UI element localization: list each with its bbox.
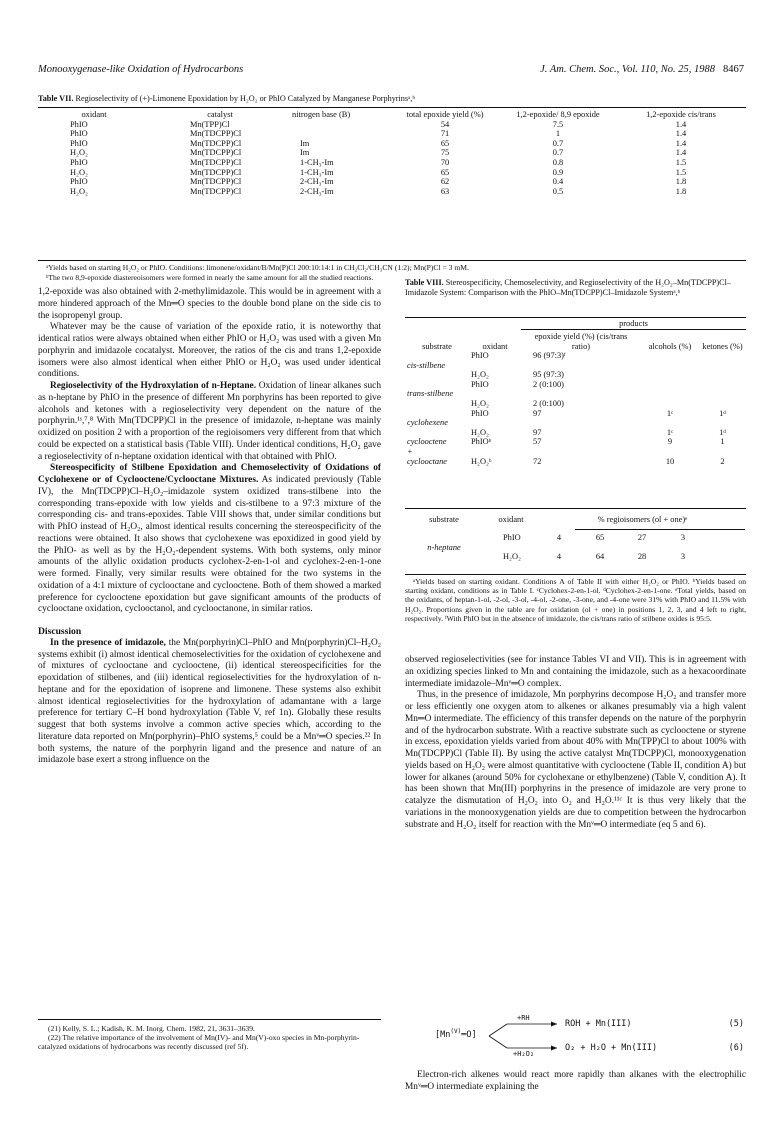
eq-bot-reagent: +H₂O₂ bbox=[513, 1050, 535, 1058]
eq-oxo: ═O] bbox=[461, 1029, 477, 1040]
table7-row-cell: PhIO bbox=[70, 129, 88, 139]
table8-row bbox=[405, 409, 746, 419]
left-paragraph-2: Whatever may be the cause of variation of the epoxide ratio, it is noteworthy that identical ratios were always obtained when either PhIO or H₂O₂ was used with a given Mn porphyrin and imidazole cocatalyst. Moreover, the ratios of the cis and trans 1,2-epoxide isomers were also almost identical when either PhIO or H₂O₂ was used under identical conditions. bbox=[38, 322, 381, 380]
stilbene-heading: Stereospecificity of Stilbene Epoxidation and Chemoselectivity of Oxidations of Cyclohexene or of Cyclooctene/Cyclooctane Mixtures. bbox=[38, 463, 381, 485]
table7-row-cell: PhIO bbox=[70, 157, 88, 167]
table8-row-cell bbox=[405, 409, 469, 419]
table7-row-cell: 65 bbox=[440, 138, 450, 148]
table8-bottom-rule bbox=[405, 574, 746, 575]
table7-row-cell: 0.7 bbox=[552, 148, 564, 158]
table7-row-cell: 62 bbox=[440, 177, 450, 187]
table8-regio-row-cell: H₂O₂ bbox=[503, 552, 521, 562]
table8-row bbox=[405, 351, 746, 361]
table8-row-cell bbox=[469, 447, 521, 457]
right-paragraph-3: Electron-rich alkenes would react more rapidly than alkanes with the electrophilic Mnᵛ═O intermediate explaining the bbox=[405, 1070, 746, 1092]
table7-row-cell: 1-CH₃-Im bbox=[300, 167, 334, 177]
references bbox=[38, 1024, 381, 1052]
left-column bbox=[38, 287, 381, 767]
table7-label: Table VII. bbox=[38, 94, 74, 103]
table8-row-cell bbox=[641, 361, 699, 371]
eq-oxidation-state: (V) bbox=[450, 1028, 462, 1035]
table8-row-cell: PhIOᵇ bbox=[471, 437, 492, 447]
t8r-col-regioisomers: % regioisomers (ol + one)ᵉ bbox=[597, 515, 688, 525]
table7-row-cell: 1.8 bbox=[675, 177, 687, 187]
table8-row-cell bbox=[699, 447, 746, 457]
table8-row-cell: cyclohexene bbox=[407, 418, 448, 428]
table8-row bbox=[405, 447, 746, 457]
table8-row-cell: + bbox=[407, 447, 413, 457]
table8-row-cell: 1ᶜ bbox=[666, 408, 674, 418]
table8-row-cell bbox=[469, 418, 521, 428]
table8-row-cell bbox=[405, 351, 469, 361]
right-column bbox=[405, 655, 746, 831]
eq5-products: ROH + Mn(III) bbox=[565, 1019, 632, 1029]
table7-row-cell: 1.8 bbox=[675, 186, 687, 196]
journal-citation bbox=[540, 64, 744, 75]
table8-row-cell: 1ᵈ bbox=[719, 427, 726, 437]
table8-row bbox=[405, 428, 746, 438]
table8-regio-row-cell bbox=[483, 543, 539, 553]
table8-regio-row bbox=[405, 543, 746, 553]
table8-regio-row-cell: 64 bbox=[595, 552, 605, 562]
table8-top-rule bbox=[405, 317, 746, 318]
table7-row-cell: 71 bbox=[440, 129, 450, 139]
t7-col-catalyst: catalyst bbox=[207, 110, 233, 119]
regio-header-rule bbox=[575, 529, 745, 530]
table8-row bbox=[405, 418, 746, 428]
eq5-number: (5) bbox=[728, 1019, 744, 1029]
table7-row-cell: 1.5 bbox=[675, 157, 687, 167]
table8-row-cell: PhIO bbox=[471, 351, 489, 361]
table8-row-cell bbox=[699, 399, 746, 409]
table8-caption-text: Stereospecificity, Chemoselectivity, and Regioselectivity of the H₂O₂–Mn(TDCPP)Cl–Imidazole System: Comparison with the PhIO–Mn(TDCPP)Cl–Imidazole Systemᵃ,ᵇ bbox=[405, 278, 731, 297]
t7-col-cistrans: 1,2-epoxide cis/trans bbox=[646, 110, 716, 119]
table8-row-cell: 1ᵈ bbox=[719, 408, 726, 418]
table7-row-cell: 63 bbox=[440, 186, 450, 196]
table8-row-cell bbox=[521, 418, 641, 428]
table8-row-cell bbox=[521, 361, 641, 371]
imidazole-lead: In the presence of imidazole, bbox=[50, 637, 166, 648]
table8-row bbox=[405, 399, 746, 409]
table8-regio-row-cell: 3 bbox=[680, 533, 686, 542]
discussion-paragraph bbox=[38, 638, 381, 767]
table8-regio-row-cell: 28 bbox=[637, 552, 647, 562]
table8-row-cell bbox=[641, 380, 699, 390]
table7-row bbox=[38, 139, 746, 149]
table7-row bbox=[38, 168, 746, 178]
table7-row-cell: 2-CH₃-Im bbox=[300, 186, 334, 196]
table7-row bbox=[38, 148, 746, 158]
table7-row-cell: Mn(TDCPP)Cl bbox=[190, 138, 242, 148]
table8-regio-row-cell bbox=[539, 543, 579, 553]
journal-ref: J. Am. Chem. Soc., Vol. 110, No. 25, 1988 bbox=[540, 64, 715, 75]
table7-row-cell: 1-CH₃-Im bbox=[300, 157, 334, 167]
table7-row-cell: PhIO bbox=[70, 119, 88, 129]
table8-row-cell: H₂O₂ bbox=[471, 399, 489, 409]
discussion-heading: Discussion bbox=[38, 626, 82, 637]
table8-row-cell bbox=[699, 361, 746, 371]
table7-top-rule bbox=[38, 107, 746, 108]
table8-row bbox=[405, 389, 746, 399]
left-paragraph-3 bbox=[38, 381, 381, 463]
table7-row bbox=[38, 120, 746, 130]
eq-mn: [Mn bbox=[435, 1029, 451, 1040]
table7-row-cell: 0.8 bbox=[552, 157, 564, 167]
table8-regio-row-cell: n-heptane bbox=[427, 542, 461, 552]
table8-regio-row bbox=[405, 552, 746, 562]
table8-regio-row-cell bbox=[663, 543, 703, 553]
table7-row-cell: PhIO bbox=[70, 138, 88, 148]
t7-col-base: nitrogen base (B) bbox=[292, 110, 351, 119]
table7-header bbox=[38, 110, 746, 120]
table7-row-cell: 2-CH₃-Im bbox=[300, 177, 334, 187]
table8-row-cell bbox=[699, 389, 746, 399]
table8-row-cell bbox=[641, 389, 699, 399]
table8-regio-row-cell bbox=[405, 552, 483, 562]
table7-body bbox=[38, 120, 746, 197]
table8-mid-rule bbox=[405, 508, 746, 509]
t8-col-ketones: ketones (%) bbox=[702, 341, 743, 351]
eq-top-reagent: +RH bbox=[517, 1014, 530, 1022]
table8-header bbox=[405, 319, 746, 351]
right-column-end bbox=[405, 1070, 746, 1094]
table8-row-cell bbox=[521, 389, 641, 399]
table7-bottom-rule bbox=[38, 260, 746, 261]
table8-row-cell: PhIO bbox=[471, 408, 489, 418]
table7-caption-text: Regioselectivity of (+)-Limonene Epoxidation by H₂O₂ or PhIO Catalyzed by Manganese Porphyrinsᵃ,ᵇ bbox=[75, 94, 415, 103]
table7-row-cell: H₂O₂ bbox=[70, 148, 88, 158]
table8-regio-body bbox=[405, 533, 746, 562]
table8-row-cell bbox=[405, 428, 469, 438]
table7-row-cell: Mn(TDCPP)Cl bbox=[190, 186, 242, 196]
table8-row-cell bbox=[641, 399, 699, 409]
table7-row bbox=[38, 187, 746, 197]
table7-row-cell: Mn(TDCPP)Cl bbox=[190, 157, 242, 167]
table8-row-cell bbox=[699, 380, 746, 390]
table7-row-cell: Im bbox=[300, 138, 310, 148]
table7-row-cell: 1.5 bbox=[675, 167, 687, 177]
table7-row-cell: PhIO bbox=[70, 177, 88, 187]
t8-col-oxidant: oxidant bbox=[482, 341, 508, 351]
eq6-products: O₂ + H₂O + Mn(III) bbox=[565, 1043, 658, 1053]
table8-row-cell bbox=[405, 370, 469, 380]
table7-row-cell: 0.5 bbox=[552, 186, 564, 196]
table7-row-cell: 54 bbox=[440, 119, 450, 129]
t7-col-ratio: 1,2-epoxide/ 8,9 epoxide bbox=[516, 110, 600, 119]
table8-regio-row-cell bbox=[579, 543, 621, 553]
table7-row-cell: 1.4 bbox=[675, 119, 687, 129]
mnv-oxo-species bbox=[435, 1028, 477, 1040]
table8-row-cell: 1 bbox=[720, 437, 725, 447]
table8-row-cell: cyclooctane bbox=[407, 456, 447, 466]
t8-col-alcohols: alcohols (%) bbox=[648, 341, 692, 351]
table7-row-cell: H₂O₂ bbox=[70, 167, 88, 177]
table7-row-cell bbox=[290, 120, 390, 130]
table8-row-cell: 1ᶜ bbox=[666, 427, 674, 437]
t8r-col-substrate: substrate bbox=[429, 515, 459, 525]
table7-row-cell: Im bbox=[300, 148, 310, 158]
table8-label: Table VIII. bbox=[405, 278, 444, 287]
left-paragraph-4 bbox=[38, 463, 381, 616]
table8-row-cell bbox=[469, 361, 521, 371]
table8-row-cell: 9 bbox=[667, 437, 673, 447]
reference-22: (22) The relative importance of the involvement of Mn(IV)- and Mn(V)-oxo species in Mn-porphyrin-catalyzed oxidations of hydrocarbons was recently discussed (ref 5f). bbox=[38, 1033, 360, 1052]
discussion-text: the Mn(porphyrin)Cl–PhIO and Mn(porphyrin)Cl–H₂O₂ systems exhibit (i) almost identical chemoselectivities for the oxidation of cyclohexene and of mixtures of cyclooctane and cyclooctene, (ii) identical stereospecificities for the epoxidation of stilbenes, and (iii) identical regioselectivities for the hydroxylation of n-heptane and for the epoxidation of isoprene and limonene. These systems also exhibit almost identical regioselectivities for the hydroxylation of adamantane with a large preference for tertiary C–H bond hydroxylation (Table V, ref 1n). Globally these results suggest that both systems involve a common active species which, according to the literature data reported on Mn(porphyrin)–PhIO systems,⁵ could be a Mnᵛ═O species.²² In both systems, the nature of the porphyrin ligand and the presence and nature of an imidazole base exert a strong influence on the bbox=[38, 637, 381, 766]
table7-row-cell: 1.4 bbox=[675, 138, 687, 148]
table8-row bbox=[405, 370, 746, 380]
t8-products-header: products bbox=[521, 319, 746, 329]
table7-caption bbox=[38, 94, 746, 104]
table8-row-cell: 97 bbox=[533, 427, 542, 437]
t8r-col-oxidant: oxidant bbox=[498, 515, 524, 525]
heptane-heading: Regioselectivity of the Hydroxylation of n-Heptane. bbox=[50, 381, 257, 391]
t7-col-yield: total epoxide yield (%) bbox=[406, 110, 484, 119]
table7-row-cell: Mn(TDCPP)Cl bbox=[190, 177, 242, 187]
table8-regio-row-cell: 4 bbox=[556, 533, 562, 542]
table7-row-cell: Mn(TDCPP)Cl bbox=[190, 129, 242, 139]
table8-row-cell bbox=[641, 447, 699, 457]
table8-regio-row-cell bbox=[405, 533, 483, 543]
table8-footnote: ᵃYields based on starting oxidant. Conditions A of Table II with either H₂O₂ or PhIO. ᵇYields based on starting oxidant, conditions as in Table I. ᶜCyclohex-2-en-1-ol. ᵈCyclohex-2-en-1-one. ᵉTotal yields, based on the oxidants, of heptan-1-ol, -2-ol, -3-ol, -4-ol, -2-one, -3-one, and -4-one were 31% with PhIO and 11.5% with H₂O₂. Proportions given in the table are for oxidation (ol + one) in positions 1, 2, 3, and 4 left to right, respectively. ᶠWith PhIO but in the absence of imidazole, the cis/trans ratio of stilbene oxides is 95:5. bbox=[405, 577, 746, 623]
table8-row-cell bbox=[641, 370, 699, 380]
running-title: Monooxygenase-like Oxidation of Hydrocarbons bbox=[38, 64, 244, 75]
table8-row bbox=[405, 361, 746, 371]
table7-row-cell: 1 bbox=[555, 129, 561, 139]
table8-row-cell bbox=[699, 351, 746, 361]
table7-footnote-a: ᵃYields based on starting H₂O₂ or PhIO. Conditions: limonene/oxidant/B/Mn(P)Cl 200:10:14:1 in CH₂Cl₂/CH₃CN (1:2); Mn(P)Cl = 3 mM. bbox=[46, 263, 469, 272]
table8-regio-row bbox=[405, 533, 746, 543]
heptane-text: Oxidation of linear alkanes such as n-heptane by PhIO in the presence of different Mn porphyrins has been reported to give alcohols and ketones with a regioselectivity very dependent on the nature of the porphyrin.¹ˢ,⁷,⁸ With Mn(TDCPP)Cl in the presence of imidazole, n-heptane was mainly oxidized on position 2 with a proportion of the regioisomers very different from that which could be expected on a statistical basis (Table VIII). Under identical conditions, H₂O₂ gave a regioselectivity of n-heptane oxidation identical with that obtained with PhIO. bbox=[38, 381, 381, 462]
table8-row-cell bbox=[641, 418, 699, 428]
table8-body bbox=[405, 351, 746, 466]
table7-row-cell: 7.5 bbox=[552, 119, 564, 129]
table8-row-cell bbox=[699, 370, 746, 380]
table8-row-cell bbox=[521, 447, 641, 457]
table8-row-cell: trans-stilbene bbox=[407, 389, 454, 399]
t8-col-substrate: substrate bbox=[422, 341, 452, 351]
table8-row-cell: 97 bbox=[533, 408, 542, 418]
table8-row-cell bbox=[641, 351, 699, 361]
table7-row bbox=[38, 129, 746, 139]
table8-regio-row-cell: PhIO bbox=[503, 533, 521, 542]
table8-row-cell: 2 (0:100) bbox=[533, 399, 564, 409]
t8-col-epoxide: epoxide yield (%) (cis/trans ratio) bbox=[534, 331, 628, 351]
table8-row-cell bbox=[405, 380, 469, 390]
table8 bbox=[405, 319, 746, 466]
table7 bbox=[38, 110, 746, 196]
table8-regio-row-cell: 65 bbox=[595, 533, 605, 542]
table8-row-cell: 72 bbox=[533, 456, 542, 466]
left-paragraph-1: 1,2-epoxide was also obtained with 2-methylimidazole. This would be in agreement with a more hindered approach of the Mn═O species to the double bond plane on the side cis to the isopropenyl group. bbox=[38, 287, 381, 321]
table7-row-cell bbox=[290, 129, 390, 139]
table7-row-cell: 0.7 bbox=[552, 138, 564, 148]
stilbene-text: As indicated previously (Table IV), the Mn(TDCPP)Cl–H₂O₂–imidazole system oxidized trans-stilbene into the corresponding trans-epoxide with low yields and cis-stilbene to a 97:3 mixture of the corresponding cis- and trans-epoxides. Table VIII shows that, under similar conditions but with PhIO instead of H₂O₂, almost identical results concerning the stereospecificity of the reactions were obtained. It also shows that cyclohexene was epoxidized in good yield by the PhIO- as well as by the H₂O₂-dependent systems. With both systems, only minor amounts of the allylic oxidation products cyclohex-2-en-1-ol and cyclohex-2-en-1-one were formed. Finally, very similar results were obtained for the two systems in the oxidation of a 4:1 mixture of cyclooctane and cyclooctene. Both of them showed a marked preference for cyclooctene epoxidation but gave significant amounts of the products of cyclooctane oxidation, cyclooctanol, and cyclooctanone, in similar ratios. bbox=[38, 475, 382, 615]
table7-row bbox=[38, 158, 746, 168]
table8-regio-header bbox=[405, 511, 746, 525]
table8-row-cell: H₂O₂ᵇ bbox=[471, 456, 492, 466]
table8-row bbox=[405, 437, 746, 447]
page-number: 8467 bbox=[723, 64, 744, 75]
right-paragraph-2: Thus, in the presence of imidazole, Mn porphyrins decompose H₂O₂ and transfer more or less efficiently one oxygen atom to alkenes or alkanes presumably via a high valent Mn═O intermediate. The efficiency of this transfer depends on the nature of the porphyrin and of the hydrocarbon substrate. With a reactive substrate such as cyclooctene or styrene in excess, epoxidation yields varied from about 40% with Mn(TPP)Cl to about 100% with Mn(TDCPP)Cl (Table II). By using the active catalyst Mn(TDCPP)Cl, monooxygenation yields based on H₂O₂ were almost quantitative with cyclooctene (Table II, condition A) but lower for alkanes (around 50% for cyclohexane or ethylbenzene) (Table V, condition A). It has been shown that Mn(III) porphyrins in the presence of imidazole are very prone to catalyze the dismutation of H₂O₂ into O₂ and H₂O.¹¹ᶜ It is thus very likely that the variations in the monooxygenation yields are due to competition between the hydrocarbon substrate and H₂O₂ itself for reaction with the Mnᵛ═O intermediate (eq 5 and 6). bbox=[405, 690, 746, 830]
table8-row-cell: H₂O₂ bbox=[471, 427, 489, 437]
table8-row-cell: 95 (97:3) bbox=[533, 370, 564, 380]
table7-row-cell: Mn(TPP)Cl bbox=[190, 119, 230, 129]
table7-row-cell: 0.9 bbox=[552, 167, 564, 177]
references-rule bbox=[38, 1019, 381, 1020]
table7-row-cell: 0.4 bbox=[552, 177, 564, 187]
table7-row-cell: 1.4 bbox=[675, 129, 687, 139]
table8-row-cell: cis-stilbene bbox=[407, 360, 446, 370]
table8-row-cell: 57 bbox=[533, 437, 542, 447]
table8-row bbox=[405, 457, 746, 467]
t7-col-oxidant: oxidant bbox=[81, 110, 107, 119]
table8-regio-row-cell: 4 bbox=[556, 552, 562, 562]
table8-row-cell: 2 (0:100) bbox=[533, 379, 564, 389]
table7-row-cell: 70 bbox=[440, 157, 450, 167]
table8-regio-row-cell bbox=[621, 543, 663, 553]
right-paragraph-1: observed regioselectivities (see for instance Tables VI and VII). This is in agreement with an oxidizing species linked to Mn and containing the imidazole, such as a hexacoordinate intermediate imidazole–Mnᵛ═O complex. bbox=[405, 655, 746, 689]
table7-row-cell: 75 bbox=[440, 148, 450, 158]
table8-row-cell bbox=[469, 389, 521, 399]
table8-row-cell: 2 bbox=[720, 456, 725, 466]
table7-row-cell: Mn(TDCPP)Cl bbox=[190, 148, 242, 158]
table8-regio-data bbox=[405, 533, 746, 562]
table7-footnote-b: ᵇThe two 8,9-epoxide diastereoisomers were formed in nearly the same amount for all the studied reactions. bbox=[46, 273, 374, 282]
table8-regio bbox=[405, 511, 746, 525]
table8-regio-row-cell: 27 bbox=[637, 533, 647, 542]
table8-row-cell: PhIO bbox=[471, 379, 489, 389]
table7-row-cell: 1.4 bbox=[675, 148, 687, 158]
table8-row-cell: 10 bbox=[665, 456, 675, 466]
equation-block bbox=[405, 1014, 746, 1064]
table8-row-cell: 96 (97:3)ᶠ bbox=[533, 351, 566, 361]
reference-21: (21) Kelly, S. L.; Kadish, K. M. Inorg. Chem. 1982, 21, 3631–3639. bbox=[48, 1024, 255, 1033]
table7-row-cell: Mn(TDCPP)Cl bbox=[190, 167, 242, 177]
table8-row-cell: H₂O₂ bbox=[471, 370, 489, 380]
table8-row-cell bbox=[699, 418, 746, 428]
table8-row-cell bbox=[405, 399, 469, 409]
table8-regio-row-cell: 3 bbox=[680, 552, 686, 562]
table8-row-cell: cyclooctene bbox=[407, 437, 447, 447]
table8-row bbox=[405, 380, 746, 390]
eq6-number: (6) bbox=[728, 1043, 744, 1053]
table8-caption bbox=[405, 278, 746, 298]
table7-row-cell: H₂O₂ bbox=[70, 186, 88, 196]
table7-row-cell: 65 bbox=[440, 167, 450, 177]
table7-row bbox=[38, 177, 746, 187]
